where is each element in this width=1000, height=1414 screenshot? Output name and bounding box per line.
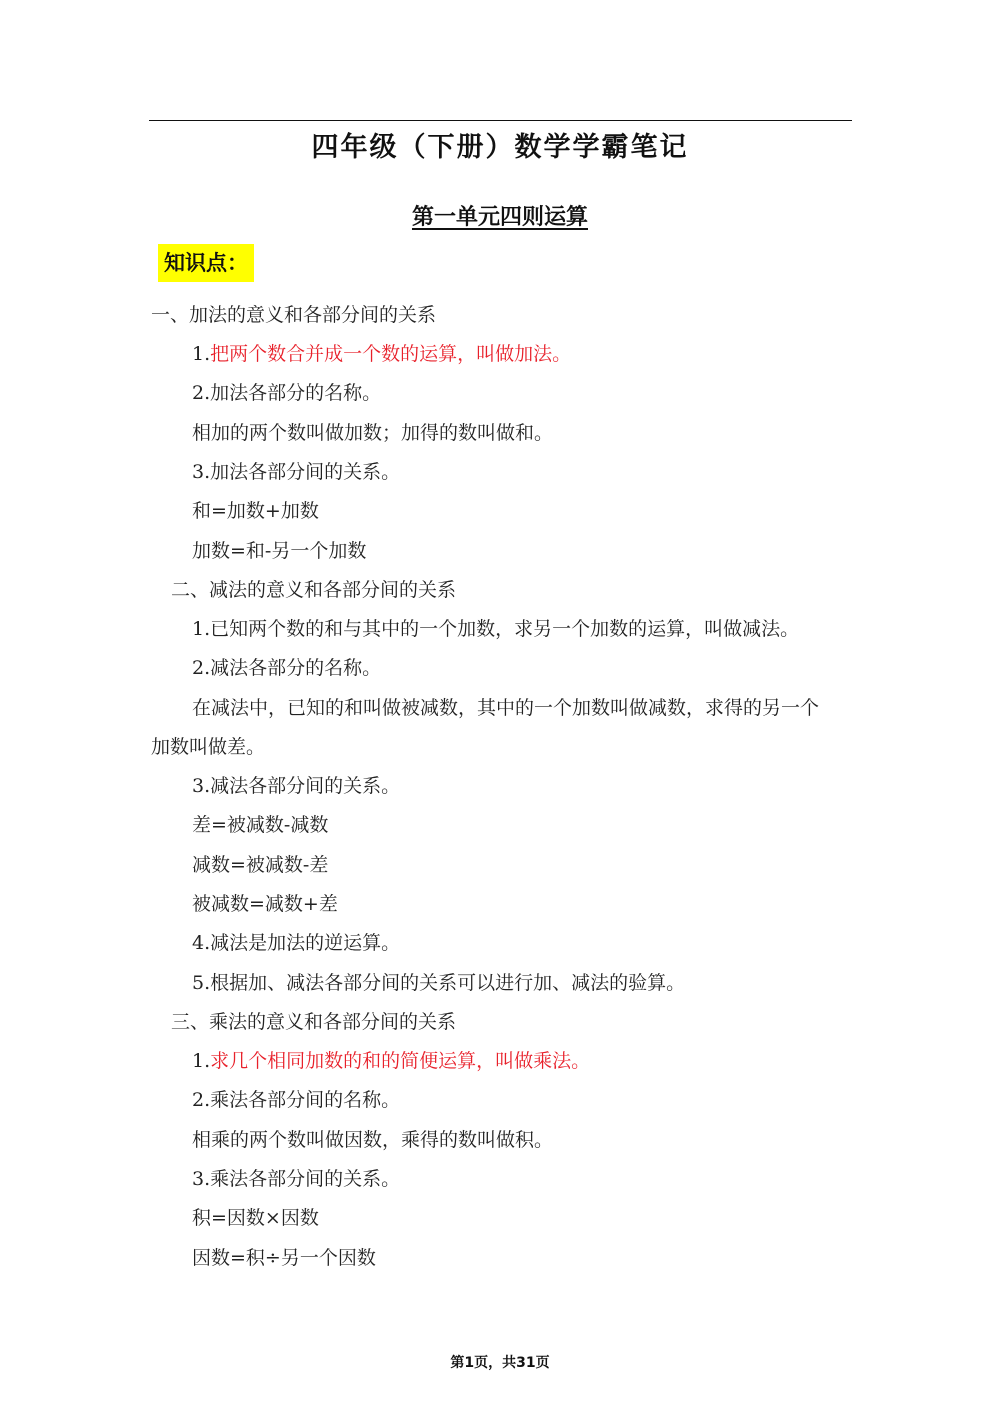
subtraction-relations-heading: 3.减法各部分间的关系。 — [192, 775, 401, 797]
subtraction-formula-subtrahend: 减数=被减数-差 — [192, 854, 329, 876]
subtraction-names-text-continued: 加数叫做差。 — [151, 736, 266, 758]
addition-definition-number: 1. — [192, 343, 211, 365]
addition-names-heading: 2.加法各部分的名称。 — [192, 382, 382, 404]
multiplication-definition — [192, 1048, 590, 1074]
addition-definition-text: 把两个数合并成一个数的运算，叫做加法。 — [210, 343, 572, 365]
subtraction-verification-note: 5.根据加、减法各部分间的关系可以进行加、减法的验算。 — [192, 972, 686, 994]
multiplication-names-heading: 2.乘法各部分间的名称。 — [192, 1089, 401, 1111]
addition-relations-heading: 3.加法各部分间的关系。 — [192, 461, 401, 483]
multiplication-definition-text: 求几个相同加数的和的简便运算，叫做乘法。 — [210, 1050, 591, 1072]
multiplication-definition-number: 1. — [192, 1050, 211, 1072]
subtraction-inverse-note: 4.减法是加法的逆运算。 — [192, 932, 401, 954]
addition-formula-sum: 和=加数+加数 — [192, 500, 319, 522]
knowledge-points-label: 知识点： — [158, 244, 254, 282]
page-number-footer: 第1页，共31页 — [450, 1355, 550, 1371]
section-heading-subtraction: 二、减法的意义和各部分间的关系 — [171, 579, 457, 601]
subtraction-formula-minuend: 被减数=减数+差 — [192, 893, 338, 915]
subtraction-names-heading: 2.减法各部分的名称。 — [192, 657, 382, 679]
section-heading-addition: 一、加法的意义和各部分间的关系 — [151, 304, 437, 326]
addition-formula-addend: 加数=和-另一个加数 — [192, 540, 367, 562]
section-heading-multiplication: 三、乘法的意义和各部分间的关系 — [171, 1011, 457, 1033]
multiplication-names-text: 相乘的两个数叫做因数，乘得的数叫做积。 — [192, 1129, 554, 1151]
multiplication-formula-factor: 因数=积÷另一个因数 — [192, 1247, 376, 1269]
unit-title-text: 第一单元四则运算 — [411, 204, 588, 230]
header-rule — [149, 120, 852, 121]
unit-title — [0, 202, 1000, 232]
addition-definition — [192, 341, 571, 367]
subtraction-definition: 1.已知两个数的和与其中的一个加数，求另一个加数的运算，叫做减法。 — [192, 618, 800, 640]
subtraction-names-text: 在减法中，已知的和叫做被减数，其中的一个加数叫做减数，求得的另一个 — [192, 697, 820, 719]
document-title: 四年级（下册）数学学霸笔记 — [311, 132, 689, 163]
subtraction-formula-difference: 差=被减数-减数 — [192, 814, 329, 836]
multiplication-relations-heading: 3.乘法各部分间的关系。 — [192, 1168, 401, 1190]
multiplication-formula-product: 积=因数×因数 — [192, 1207, 319, 1229]
addition-names-text: 相加的两个数叫做加数；加得的数叫做和。 — [192, 422, 554, 444]
